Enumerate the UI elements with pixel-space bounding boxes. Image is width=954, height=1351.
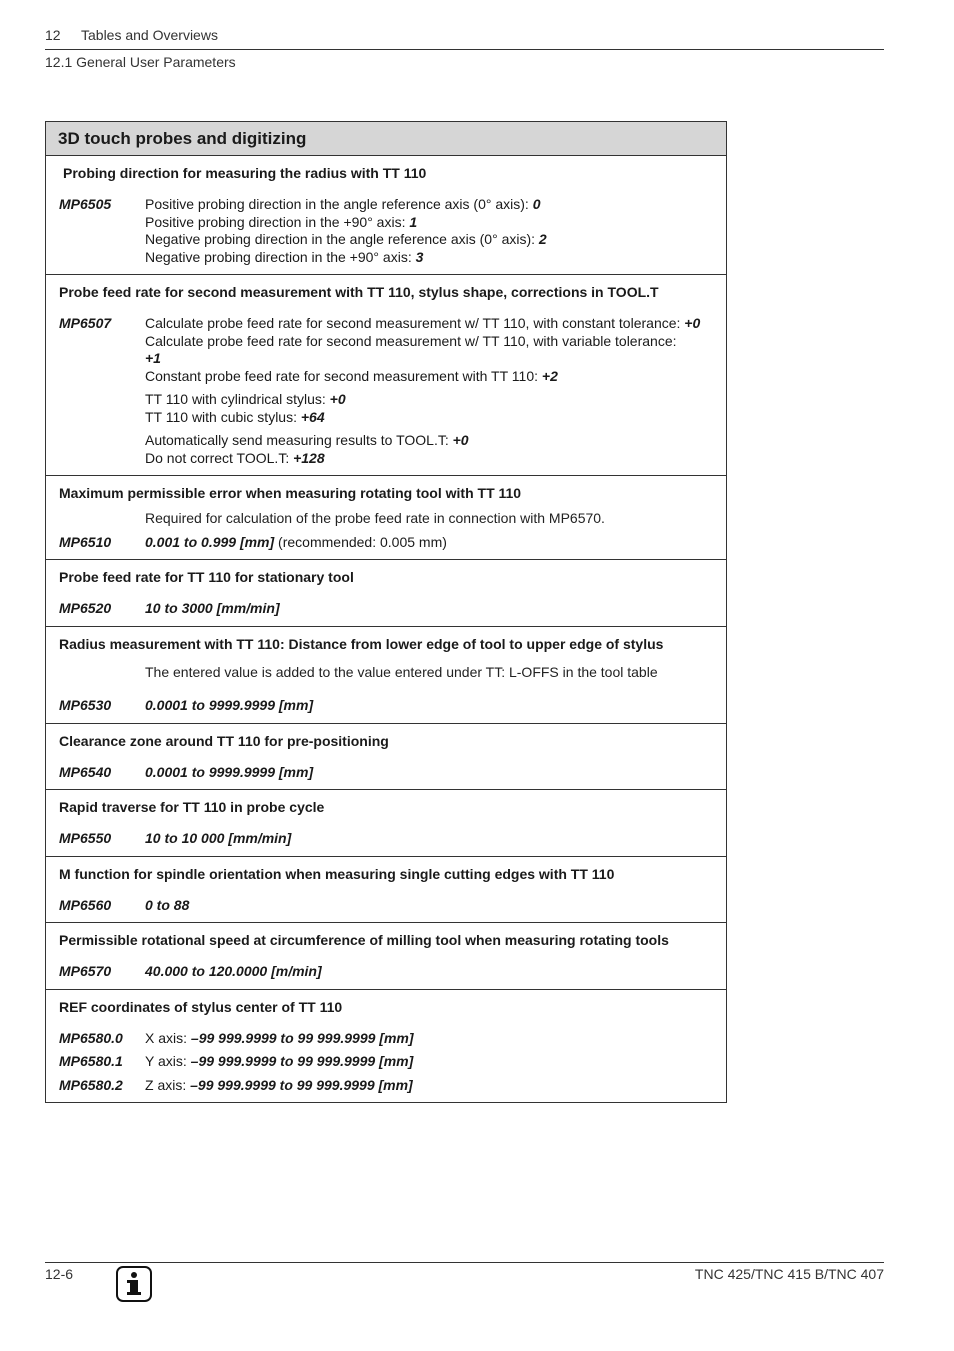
section-note: The entered value is added to the value entered under TT: L-OFFS in the tool table (145, 663, 658, 680)
product-name: TNC 425/TNC 415 B/TNC 407 (694, 1266, 884, 1282)
section-title: Maximum permissible error when measuring rotating tool with TT 110 (59, 485, 522, 501)
parameter-id: MP6510 (59, 533, 112, 550)
header-rule (45, 49, 884, 50)
section-title: Radius measurement with TT 110: Distance from lower edge of tool to upper edge of stylus (59, 635, 664, 652)
parameter-id: MP6507 (59, 315, 112, 331)
param-section-mp6570 (46, 922, 726, 989)
parameter-id: MP6560 (59, 896, 112, 913)
chapter-number: 12 (45, 27, 61, 43)
option-line: Calculate probe feed rate for second measurement w/ TT 110, with variable tolerance: (145, 332, 677, 349)
param-section-mp6530 (46, 626, 726, 723)
running-header-section: 12.1 General User Parameters (45, 54, 236, 70)
section-title: Clearance zone around TT 110 for pre-positioning (59, 732, 389, 749)
parameter-id: MP6580.1 (59, 1053, 123, 1069)
value-range: 40.000 to 120.0000 [m/min] (145, 963, 322, 979)
section-title: Probe feed rate for TT 110 for stationary tool (59, 569, 354, 585)
option-line: Positive probing direction in the angle reference axis (0° axis): 0 (145, 196, 541, 212)
section-title: Probing direction for measuring the radius with TT 110 (63, 165, 427, 181)
section-title: M function for spindle orientation when measuring single cutting edges with TT 110 (59, 865, 615, 882)
footer-rule (45, 1262, 884, 1263)
option-line: Automatically send measuring results to TOOL.T: +0 (145, 432, 469, 448)
param-section-mp6520 (46, 559, 726, 626)
option-line: Negative probing direction in the +90° axis: 3 (145, 248, 424, 265)
value-range: –99 999.9999 to 99 999.9999 [mm] (190, 1053, 414, 1069)
param-section-mp6505 (46, 156, 726, 274)
section-title: Permissible rotational speed at circumference of milling tool when measuring rotating tools (59, 932, 669, 948)
option-line: TT 110 with cubic stylus: +64 (145, 408, 325, 425)
option-line: Negative probing direction in the angle reference axis (0° axis): 2 (145, 231, 547, 247)
parameter-id: MP6550 (59, 830, 112, 846)
parameter-id: MP6530 (59, 697, 112, 713)
parameter-table (45, 121, 727, 1103)
running-header-chapter (45, 27, 218, 43)
value-range: 0 to 88 (145, 896, 190, 913)
value-range: 10 to 3000 [mm/min] (145, 600, 280, 616)
param-section-mp6560 (46, 856, 726, 923)
option-line: Positive probing direction in the +90° axis: 1 (145, 213, 418, 230)
value-range: 0.001 to 0.999 [mm] (145, 533, 275, 550)
value-range: –99 999.9999 to 99 999.9999 [mm] (190, 1029, 414, 1046)
option-line: +1 (145, 350, 161, 366)
value-range: –99 999.9999 to 99 999.9999 [mm] (190, 1076, 413, 1093)
info-icon (116, 1266, 152, 1302)
param-section-mp6580: REF coordinates of stylus center of TT 110 MP6580.0 X axis: –99 999.9999 to 99 999.9999 [mm] MP6580.1 Y axis: –99 999.9999 to 99 999.9999 [mm] MP6580.2 Z axis: –99 999.9999 to 99 999.9999 [mm] (46, 989, 726, 1103)
param-section-mp6507 (46, 274, 726, 475)
value-range: 10 to 10 000 [mm/min] (145, 830, 292, 846)
section-title: Probe feed rate for second measurement with TT 110, stylus shape, corrections in TOOL.T (59, 284, 659, 300)
value-range: 0.0001 to 9999.9999 [mm] (145, 697, 314, 713)
chapter-title: Tables and Overviews (81, 27, 218, 43)
parameter-id: MP6505 (59, 196, 112, 212)
option-line: Calculate probe feed rate for second measurement w/ TT 110, with constant tolerance: +0 (145, 315, 701, 331)
section-title: Rapid traverse for TT 110 in probe cycle (59, 799, 325, 815)
option-line: Do not correct TOOL.T: +128 (145, 449, 325, 466)
parameter-id: MP6540 (59, 763, 112, 780)
section-note: Required for calculation of the probe feed rate in connection with MP6570. (145, 510, 605, 526)
section-title: REF coordinates of stylus center of TT 110 (59, 998, 343, 1015)
page-number: 12-6 (45, 1266, 74, 1282)
parameter-id: MP6580.0 (59, 1029, 123, 1046)
table-title: 3D touch probes and digitizing (46, 122, 726, 156)
option-line: Constant probe feed rate for second measurement with TT 110: +2 (145, 367, 558, 384)
param-section-mp6550 (46, 789, 726, 856)
option-line: TT 110 with cylindrical stylus: +0 (145, 391, 346, 407)
param-section-mp6510: Maximum permissible error when measuring rotating tool with TT 110 Required for calculation of the probe feed rate in connection with MP6570. MP6510 0.001 to 0.999 [mm] (recommended: 0.005 mm) (46, 475, 726, 559)
value-range: 0.0001 to 9999.9999 [mm] (145, 763, 314, 780)
parameter-id: MP6520 (59, 600, 112, 616)
parameter-id: MP6570 (59, 963, 112, 979)
param-section-mp6540 (46, 723, 726, 790)
parameter-id: MP6580.2 (59, 1076, 123, 1093)
